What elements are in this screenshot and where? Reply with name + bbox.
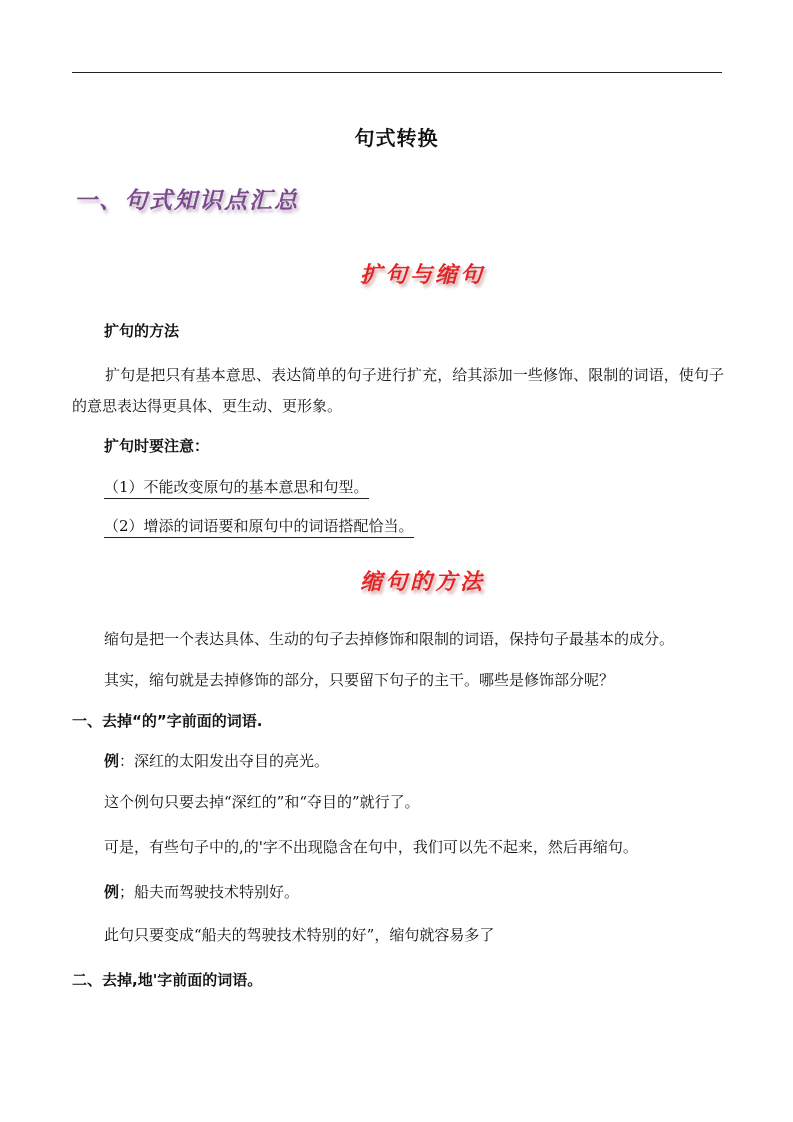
notice-item-2-text: （2）增添的词语要和原句中的词语搭配恰当。 (104, 517, 414, 538)
header-rule (72, 72, 722, 73)
example-1-explanation: 这个例句只要去掉“深红的”和“夺目的”就行了。 (104, 793, 420, 811)
expand-shrink-art-heading: 扩句与缩句 (360, 262, 486, 288)
section-heading-art: 一、句式知识点汇总 (74, 187, 299, 214)
rule-2-heading: 二、去掉,地'字前面的词语。 (72, 971, 263, 989)
example-2-explanation: 此句只要变成“船夫的驾驶技术特别的好”，缩句就容易多了 (104, 926, 495, 944)
expand-definition-paragraph: 扩句是把只有基本意思、表达简单的句子进行扩充，给其添加一些修饰、限制的词语，使句子的意思表达得更具体、更生动、更形象。 (72, 366, 724, 415)
shrink-question-paragraph: 其实，缩句就是去掉修饰的部分，只要留下句子的主干。哪些是修饰部分呢？ (104, 671, 615, 689)
example-1 (104, 750, 329, 772)
notice-item-2 (104, 515, 414, 537)
notice-item-1 (104, 476, 369, 498)
example-2-text: ；船夫而驾驶技术特别好。 (119, 883, 300, 901)
shrink-definition-paragraph: 缩句是把一个表达具体、生动的句子去掉修饰和限制的词语，保持句子最基本的成分。 (104, 630, 675, 648)
example-1-label: 例 (104, 752, 120, 770)
hidden-de-note: 可是，有些句子中的,的'字不出现隐含在句中，我们可以先不起来，然后再缩句。 (104, 838, 638, 856)
notice-item-1-text: （1）不能改变原句的基本意思和句型。 (104, 478, 369, 499)
shrink-method-art-heading: 缩句的方法 (360, 569, 486, 595)
example-1-text: ：深红的太阳发出夺目的亮光。 (119, 752, 330, 770)
example-2 (104, 881, 299, 903)
example-2-label: 例 (104, 883, 120, 901)
rule-1-heading: 一、去掉“的”字前面的词语. (72, 712, 263, 730)
expand-notice-heading: 扩句时要注意： (104, 437, 210, 455)
expand-method-heading: 扩句的方法 (104, 322, 180, 340)
page-title: 句式转换 (354, 126, 439, 150)
